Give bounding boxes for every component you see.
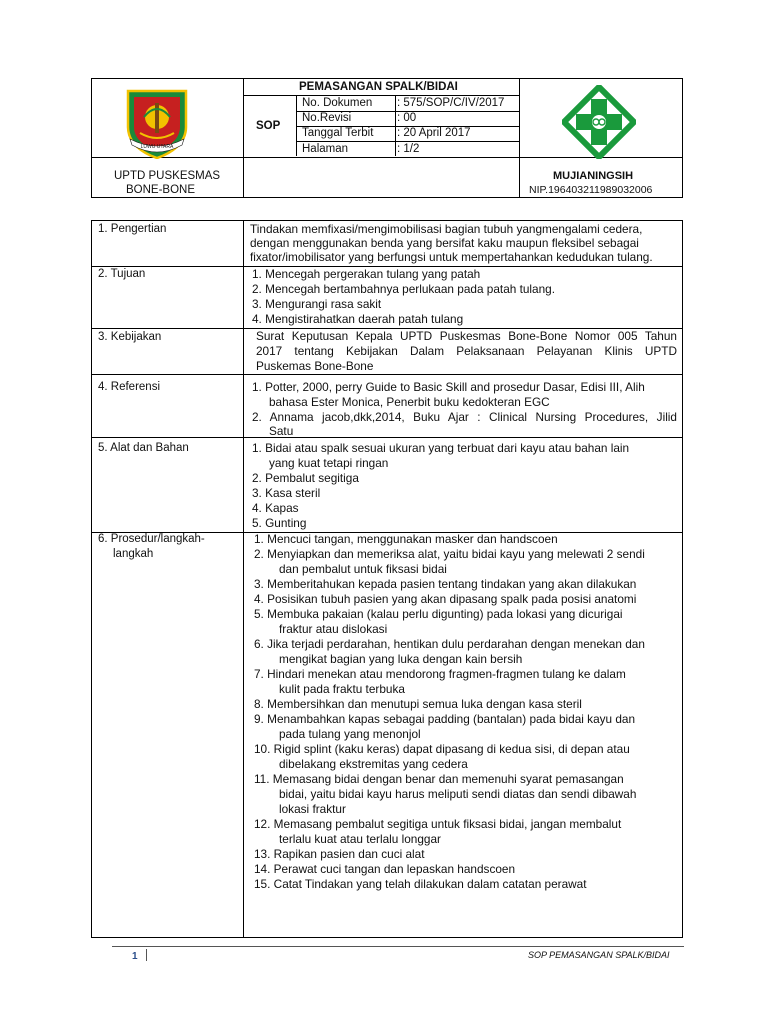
prosedur-step: 13. Rapikan pasien dan cuci alat (254, 847, 425, 861)
prosedur-step: 15. Catat Tindakan yang telah dilakukan dalam catatan perawat (254, 877, 587, 891)
tujuan-item: 1. Mencegah pergerakan tulang yang patah (252, 267, 481, 281)
prosedur-step: 12. Memasang pembalut segitiga untuk fiksasi bidai, jangan membalut (254, 817, 622, 831)
prosedur-step: 5. Membuka pakaian (kalau perlu digunting) pada lokasi yang dicurigai (254, 607, 623, 621)
field-value: : 1/2 (397, 143, 420, 155)
org-name-line2: BONE-BONE (126, 184, 196, 196)
signer-nip: NIP.196403211989032006 (529, 184, 653, 196)
pengertian-line: Tindakan memfixasi/mengimobilisasi bagian tubuh yangmengalami cedera, (250, 222, 643, 236)
section-label-referensi: 4. Referensi (98, 381, 161, 393)
prosedur-step: terlalu kuat atau terlalu longgar (279, 832, 441, 846)
prosedur-step: 4. Posisikan tubuh pasien yang akan dipasang spalk pada posisi anatomi (254, 592, 637, 606)
regency-crest-logo (122, 87, 192, 159)
tujuan-item: 2. Mencegah bertambahnya perlukaan pada patah tulang. (252, 282, 556, 296)
divider (92, 437, 682, 438)
section-label-prosedur-cont: langkah (113, 548, 154, 560)
field-label: No. Dokumen (302, 97, 373, 109)
signer-name: MUJIANINGSIH (553, 170, 634, 182)
section-label-tujuan: 2. Tujuan (98, 268, 146, 280)
tujuan-item: 3. Mengurangi rasa sakit (252, 297, 382, 311)
referensi-item: 1. Potter, 2000, perry Guide to Basic Skill and prosedur Dasar, Edisi III, Alih (252, 380, 645, 394)
prosedur-step: 3. Memberitahukan kepada pasien tentang tindakan yang akan dilakukan (254, 577, 637, 591)
prosedur-step: 6. Jika terjadi perdarahan, hentikan dulu perdarahan dengan menekan dan (254, 637, 645, 651)
footer-doc-title: SOP PEMASANGAN SPALK/BIDAI (528, 950, 670, 960)
prosedur-step: 8. Membersihkan dan menutupi semua luka dengan kasa steril (254, 697, 582, 711)
kebijakan-line: Puskemas Bone-Bone (256, 359, 374, 373)
field-value: : 575/SOP/C/IV/2017 (397, 97, 505, 109)
prosedur-step: 7. Hindari menekan atau mendorong fragmen-fragmen tulang ke dalam (254, 667, 626, 681)
page-number: 1 (132, 951, 138, 962)
org-name-line1: UPTD PUSKESMAS (114, 170, 221, 182)
sop-content-table (91, 220, 683, 938)
section-label-prosedur: 6. Prosedur/langkah- (98, 533, 205, 545)
footer-rule (112, 946, 684, 947)
referensi-item: Satu (269, 424, 294, 438)
prosedur-step: 14. Perawat cuci tangan dan lepaskan handscoen (254, 862, 516, 876)
prosedur-step: dan pembalut untuk fiksasi bidai (279, 562, 447, 576)
document-title: PEMASANGAN SPALK/BIDAI (299, 81, 458, 93)
prosedur-step: mengikat bagian yang luka dengan kain bersih (279, 652, 523, 666)
prosedur-step: dibelakang ekstremitas yang cedera (279, 757, 468, 771)
prosedur-step: fraktur atau dislokasi (279, 622, 388, 636)
section-label-pengertian: 1. Pengertian (98, 223, 167, 235)
alat-item: 1. Bidai atau spalk sesuai ukuran yang terbuat dari kayu atau bahan lain (252, 441, 630, 455)
referensi-item: bahasa Ester Monica, Penerbit buku kedokteran EGC (269, 395, 550, 409)
pengertian-line: fixator/imobilisator yang berfungsi untuk mempertahankan kedudukan tulang. (250, 250, 653, 264)
prosedur-step: 10. Rigid splint (kaku keras) dapat dipasang di kedua sisi, di depan atau (254, 742, 630, 756)
sop-header-table (91, 78, 683, 198)
prosedur-step: 11. Memasang bidai dengan benar dan memenuhi syarat pemasangan (254, 772, 624, 786)
alat-item: 5. Gunting (252, 516, 307, 530)
field-value: : 20 April 2017 (397, 127, 471, 139)
puskesmas-logo (562, 85, 636, 159)
prosedur-step: 9. Menambahkan kapas sebagai padding (bantalan) pada bidai kayu dan (254, 712, 636, 726)
kebijakan-line: 2017 tentang Kebijakan Dalam Pelaksanaan Pelayanan Klinis UPTD (256, 344, 677, 358)
sop-label: SOP (256, 120, 281, 132)
alat-item: 3. Kasa steril (252, 486, 321, 500)
alat-item: 2. Pembalut segitiga (252, 471, 359, 485)
prosedur-step: bidai, yaitu bidai kayu harus meliputi sendi diatas dan sendi dibawah (279, 787, 637, 801)
pengertian-line: dengan menggunakan benda yang bersifat kaku maupun fleksibel sebagai (250, 236, 639, 250)
field-label: Tanggal Terbit (302, 127, 374, 139)
prosedur-step: lokasi fraktur (279, 802, 346, 816)
divider (243, 79, 244, 197)
divider (146, 949, 147, 961)
referensi-item: 2. Annama jacob,dkk,2014, Buku Ajar : Clinical Nursing Procedures, Jilid (252, 410, 677, 424)
field-label: No.Revisi (302, 112, 352, 124)
divider (92, 374, 682, 375)
section-label-kebijakan: 3. Kebijakan (98, 331, 162, 343)
prosedur-step: 2. Menyiapkan dan memeriksa alat, yaitu bidai kayu yang melewati 2 sendi (254, 547, 645, 561)
section-label-alat: 5. Alat dan Bahan (98, 442, 189, 454)
divider (519, 79, 520, 197)
prosedur-step: 1. Mencuci tangan, menggunakan masker dan handscoen (254, 532, 558, 546)
prosedur-step: pada tulang yang menonjol (279, 727, 421, 741)
crest-ribbon-text: LUWU UTARA (140, 144, 174, 150)
prosedur-step: kulit pada fraktu terbuka (279, 682, 405, 696)
tujuan-item: 4. Mengistirahatkan daerah patah tulang (252, 312, 464, 326)
alat-item: 4. Kapas (252, 501, 299, 515)
field-label: Halaman (302, 143, 349, 155)
field-value: : 00 (397, 112, 417, 124)
alat-item: yang kuat tetapi ringan (269, 456, 389, 470)
kebijakan-line: Surat Keputusan Kepala UPTD Puskesmas Bone-Bone Nomor 005 Tahun (256, 329, 677, 343)
